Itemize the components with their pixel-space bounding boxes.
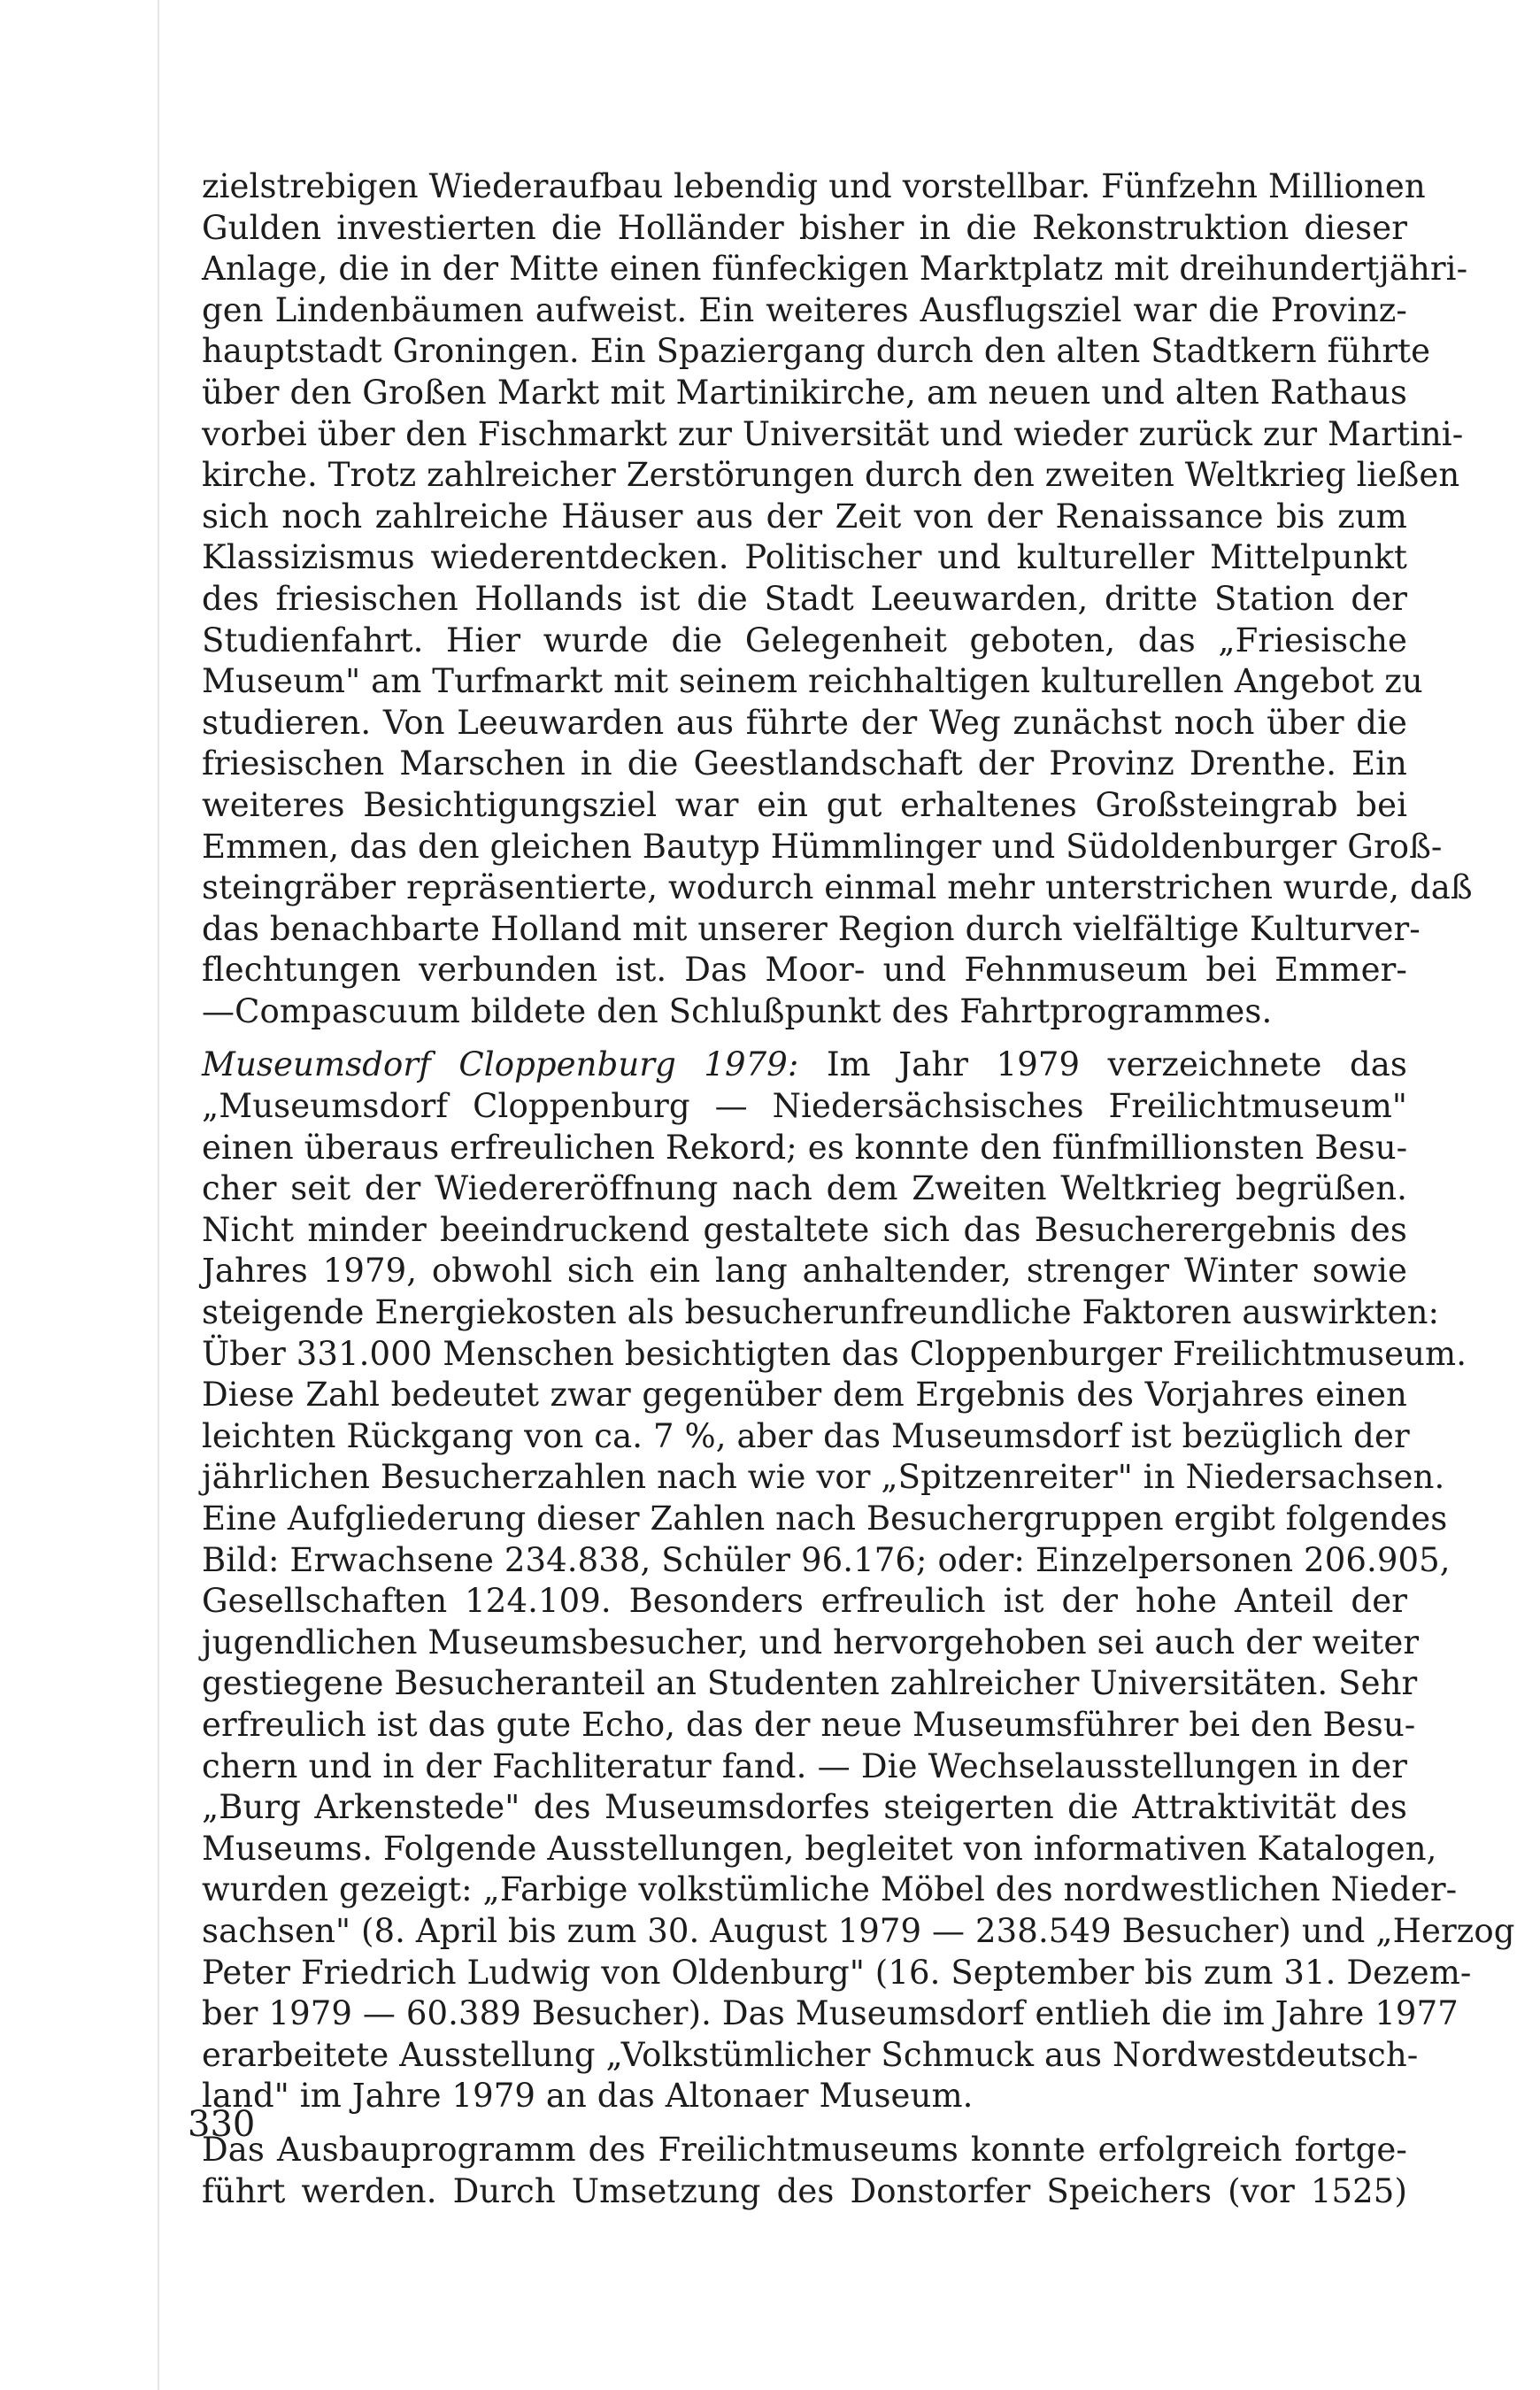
- text-line: Gesellschaften 124.109. Besonders erfreulich ist der hohe Anteil der: [202, 1582, 1407, 1621]
- text-line: erfreulich ist das gute Echo, das der neue Museumsführer bei den Besu-: [202, 1705, 1416, 1744]
- text-line: Diese Zahl bedeutet zwar gegenüber dem Ergebnis des Vorjahres einen: [202, 1376, 1407, 1415]
- text-line: Das Ausbauprogramm des Freilichtmuseums konnte erfolgreich fortge-: [202, 2130, 1407, 2169]
- text-line: Museums. Folgende Ausstellungen, begleitet von informativen Katalogen,: [202, 1829, 1437, 1868]
- section-heading: Museumsdorf Cloppenburg 1979:: [202, 1045, 799, 1084]
- text-line: sich noch zahlreiche Häuser aus der Zeit von der Renaissance bis zum: [202, 497, 1407, 536]
- paragraph-3: [202, 2130, 1407, 2212]
- text-line: Studienfahrt. Hier wurde die Gelegenheit geboten, das „Friesische: [202, 621, 1407, 659]
- text-line: führt werden. Durch Umsetzung des Donstorfer Speichers (vor 1525): [202, 2171, 1407, 2210]
- text-line: über den Großen Markt mit Martinikirche, am neuen und alten Rathaus: [202, 373, 1407, 412]
- text-line: einen überaus erfreulichen Rekord; es konnte den fünfmillionsten Besu-: [202, 1128, 1408, 1167]
- text-line: Emmen, das den gleichen Bautyp Hümmlinger und Südoldenburger Groß-: [202, 827, 1443, 866]
- heading-line-rest: Im Jahr 1979 verzeichnete das: [826, 1045, 1407, 1084]
- text-line: erarbeitete Ausstellung „Volkstümlicher Schmuck aus Nordwestdeutsch-: [202, 2035, 1419, 2074]
- text-line: vorbei über den Fischmarkt zur Universität und wieder zurück zur Martini-: [202, 414, 1464, 453]
- text-line: Klassizismus wiederentdecken. Politischer und kultureller Mittelpunkt: [202, 538, 1407, 577]
- text-line: kirche. Trotz zahlreicher Zerstörungen durch den zweiten Weltkrieg ließen: [202, 456, 1460, 495]
- text-line: „Burg Arkenstede" des Museumsdorfes steigerten die Attraktivität des: [202, 1788, 1407, 1827]
- text-line: das benachbarte Holland mit unserer Region durch vielfältige Kulturver-: [202, 909, 1421, 948]
- text-line: jährlichen Besucherzahlen nach wie vor „Spitzenreiter" in Niedersachsen.: [202, 1458, 1445, 1497]
- text-line: Peter Friedrich Ludwig von Oldenburg" (16. September bis zum 31. Dezem-: [202, 1953, 1472, 1992]
- text-line: sachsen" (8. April bis zum 30. August 1979 — 238.549 Besucher) und „Herzog: [202, 1911, 1515, 1950]
- page-text: [202, 166, 1515, 2212]
- text-line: steingräber repräsentierte, wodurch einmal mehr unterstrichen wurde, daß: [202, 868, 1473, 907]
- text-line: friesischen Marschen in die Geestlandschaft der Provinz Drenthe. Ein: [202, 744, 1407, 783]
- text-line: Anlage, die in der Mitte einen fünfeckigen Marktplatz mit dreihundertjähri-: [202, 250, 1468, 289]
- text-line: studieren. Von Leeuwarden aus führte der Weg zunächst noch über die: [202, 703, 1407, 742]
- text-line: Eine Aufgliederung dieser Zahlen nach Besuchergruppen ergibt folgendes: [202, 1500, 1448, 1538]
- text-line: flechtungen verbunden ist. Das Moor- und Fehnmuseum bei Emmer-: [202, 951, 1407, 990]
- text-line: land" im Jahre 1979 an das Altonaer Museum.: [202, 2077, 974, 2116]
- text-line: [202, 1045, 1407, 1086]
- text-line: Museum" am Turfmarkt mit seinem reichhaltigen kulturellen Angebot zu: [202, 662, 1423, 701]
- gutter-line: [158, 0, 159, 2390]
- text-line: gestiegene Besucheranteil an Studenten zahlreicher Universitäten. Sehr: [202, 1664, 1418, 1703]
- text-line: Nicht minder beeindruckend gestaltete sich das Besucherergebnis des: [202, 1210, 1407, 1249]
- text-line: chern und in der Fachliteratur fand. — Die Wechselausstellungen in der: [202, 1746, 1407, 1785]
- text-line: weiteres Besichtigungsziel war ein gut erhaltenes Großsteingrab bei: [202, 785, 1407, 824]
- text-line: gen Lindenbäumen aufweist. Ein weiteres Ausflugsziel war die Provinz-: [202, 290, 1407, 329]
- page-number: 330: [188, 2104, 256, 2145]
- text-line: zielstrebigen Wiederaufbau lebendig und vorstellbar. Fünfzehn Millionen: [202, 167, 1426, 205]
- text-line: Gulden investierten die Holländer bisher in die Rekonstruktion dieser: [202, 208, 1407, 247]
- text-line: steigende Energiekosten als besucherunfreundliche Faktoren auswirkten:: [202, 1293, 1440, 1332]
- text-line: jugendlichen Museumsbesucher, und hervorgehoben sei auch der weiter: [202, 1623, 1420, 1661]
- text-line: hauptstadt Groningen. Ein Spaziergang durch den alten Stadtkern führte: [202, 332, 1431, 371]
- text-line: wurden gezeigt: „Farbige volkstümliche Möbel des nordwestlichen Nieder-: [202, 1870, 1458, 1909]
- text-line: Jahres 1979, obwohl sich ein lang anhaltender, strenger Winter sowie: [202, 1252, 1407, 1291]
- text-line: Bild: Erwachsene 234.838, Schüler 96.176; oder: Einzelpersonen 206.905,: [202, 1540, 1451, 1579]
- text-line: „Museumsdorf Cloppenburg — Niedersächsisches Freilichtmuseum": [202, 1087, 1407, 1126]
- text-line: ber 1979 — 60.389 Besucher). Das Museumsdorf entlieh die im Jahre 1977: [202, 1994, 1459, 2033]
- text-line: des friesischen Hollands ist die Stadt Leeuwarden, dritte Station der: [202, 579, 1407, 618]
- paragraph-2: [202, 1045, 1515, 2116]
- text-line: cher seit der Wiedereröffnung nach dem Zweiten Weltkrieg begrüßen.: [202, 1169, 1407, 1208]
- text-line: leichten Rückgang von ca. 7 %, aber das Museumsdorf ist bezüglich der: [202, 1416, 1410, 1455]
- text-line: Über 331.000 Menschen besichtigten das Cloppenburger Freilichtmuseum.: [202, 1334, 1467, 1373]
- paragraph-1: [202, 166, 1473, 1032]
- text-line: —Compascuum bildete den Schlußpunkt des Fahrtprogrammes.: [202, 991, 1273, 1030]
